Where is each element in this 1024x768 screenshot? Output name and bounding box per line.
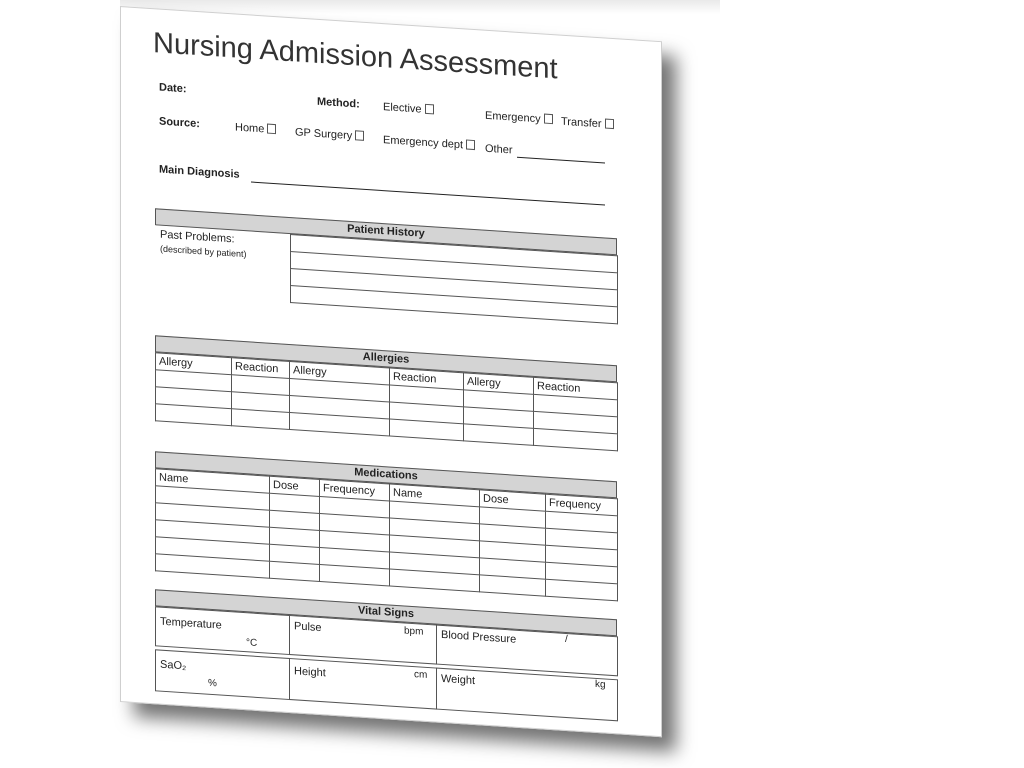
weight-label: Weight (441, 672, 476, 688)
date-label: Date: (159, 81, 187, 96)
option-transfer[interactable]: Transfer (561, 116, 614, 131)
source-label: Source: (159, 115, 200, 131)
column-header: Name (390, 484, 480, 507)
checkbox[interactable] (425, 104, 434, 115)
checkbox[interactable] (544, 114, 553, 125)
sao2-unit: % (208, 677, 217, 690)
form-page (120, 6, 662, 737)
pulse-unit: bpm (404, 625, 424, 638)
allergies-heading: Allergies (155, 335, 617, 382)
height-field[interactable] (289, 658, 437, 710)
checkbox[interactable] (605, 118, 614, 129)
weight-unit: kg (595, 678, 606, 691)
height-unit: cm (414, 669, 428, 681)
column-header: Allergy (464, 373, 534, 395)
pulse-label: Pulse (294, 620, 322, 635)
pulse-field[interactable] (289, 615, 437, 665)
checkbox[interactable] (267, 124, 276, 135)
blood-pressure-label: Blood Pressure (441, 628, 517, 646)
column-header: Reaction (534, 377, 618, 399)
past-problems-sublabel: (described by patient) (160, 243, 247, 260)
past-problems-label: Past Problems: (160, 228, 235, 246)
checkbox[interactable] (355, 130, 364, 141)
main-diagnosis-field[interactable] (251, 182, 605, 206)
weight-field[interactable] (436, 668, 618, 722)
column-header: Frequency (320, 479, 390, 501)
main-diagnosis-label: Main Diagnosis (159, 163, 240, 181)
other-field[interactable] (517, 157, 605, 164)
column-header: Name (156, 469, 270, 493)
other-label: Other (485, 142, 513, 157)
temperature-unit: °C (246, 637, 258, 649)
method-label: Method: (317, 95, 360, 111)
column-header: Allergy (290, 362, 390, 386)
option-emergency-dept[interactable]: Emergency dept (383, 134, 475, 152)
column-header: Frequency (546, 494, 618, 516)
blood-pressure-separator: / (565, 633, 568, 646)
temperature-label: Temperature (160, 615, 222, 632)
vital-signs-heading: Vital Signs (155, 589, 617, 636)
column-header: Allergy (156, 353, 232, 375)
sao2-field[interactable] (155, 649, 290, 700)
patient-history-section (155, 208, 617, 329)
column-header: Dose (270, 476, 320, 496)
temperature-field[interactable] (155, 606, 290, 655)
height-label: Height (294, 665, 326, 680)
column-header: Dose (480, 490, 546, 511)
option-elective[interactable]: Elective (383, 101, 434, 116)
medications-section (155, 451, 617, 601)
checkbox[interactable] (466, 139, 475, 150)
column-header: Reaction (390, 368, 464, 390)
sao2-label: SaO₂ (160, 658, 187, 673)
column-header: Reaction (232, 358, 290, 379)
medications-heading: Medications (155, 451, 617, 498)
option-emergency[interactable]: Emergency (485, 110, 553, 126)
patient-history-heading: Patient History (155, 208, 617, 255)
vital-signs-section (155, 589, 617, 725)
option-gp-surgery[interactable]: GP Surgery (295, 126, 364, 143)
option-home[interactable]: Home (235, 121, 276, 136)
form-title: Nursing Admission Assessment (153, 27, 558, 86)
allergies-section (155, 335, 617, 451)
